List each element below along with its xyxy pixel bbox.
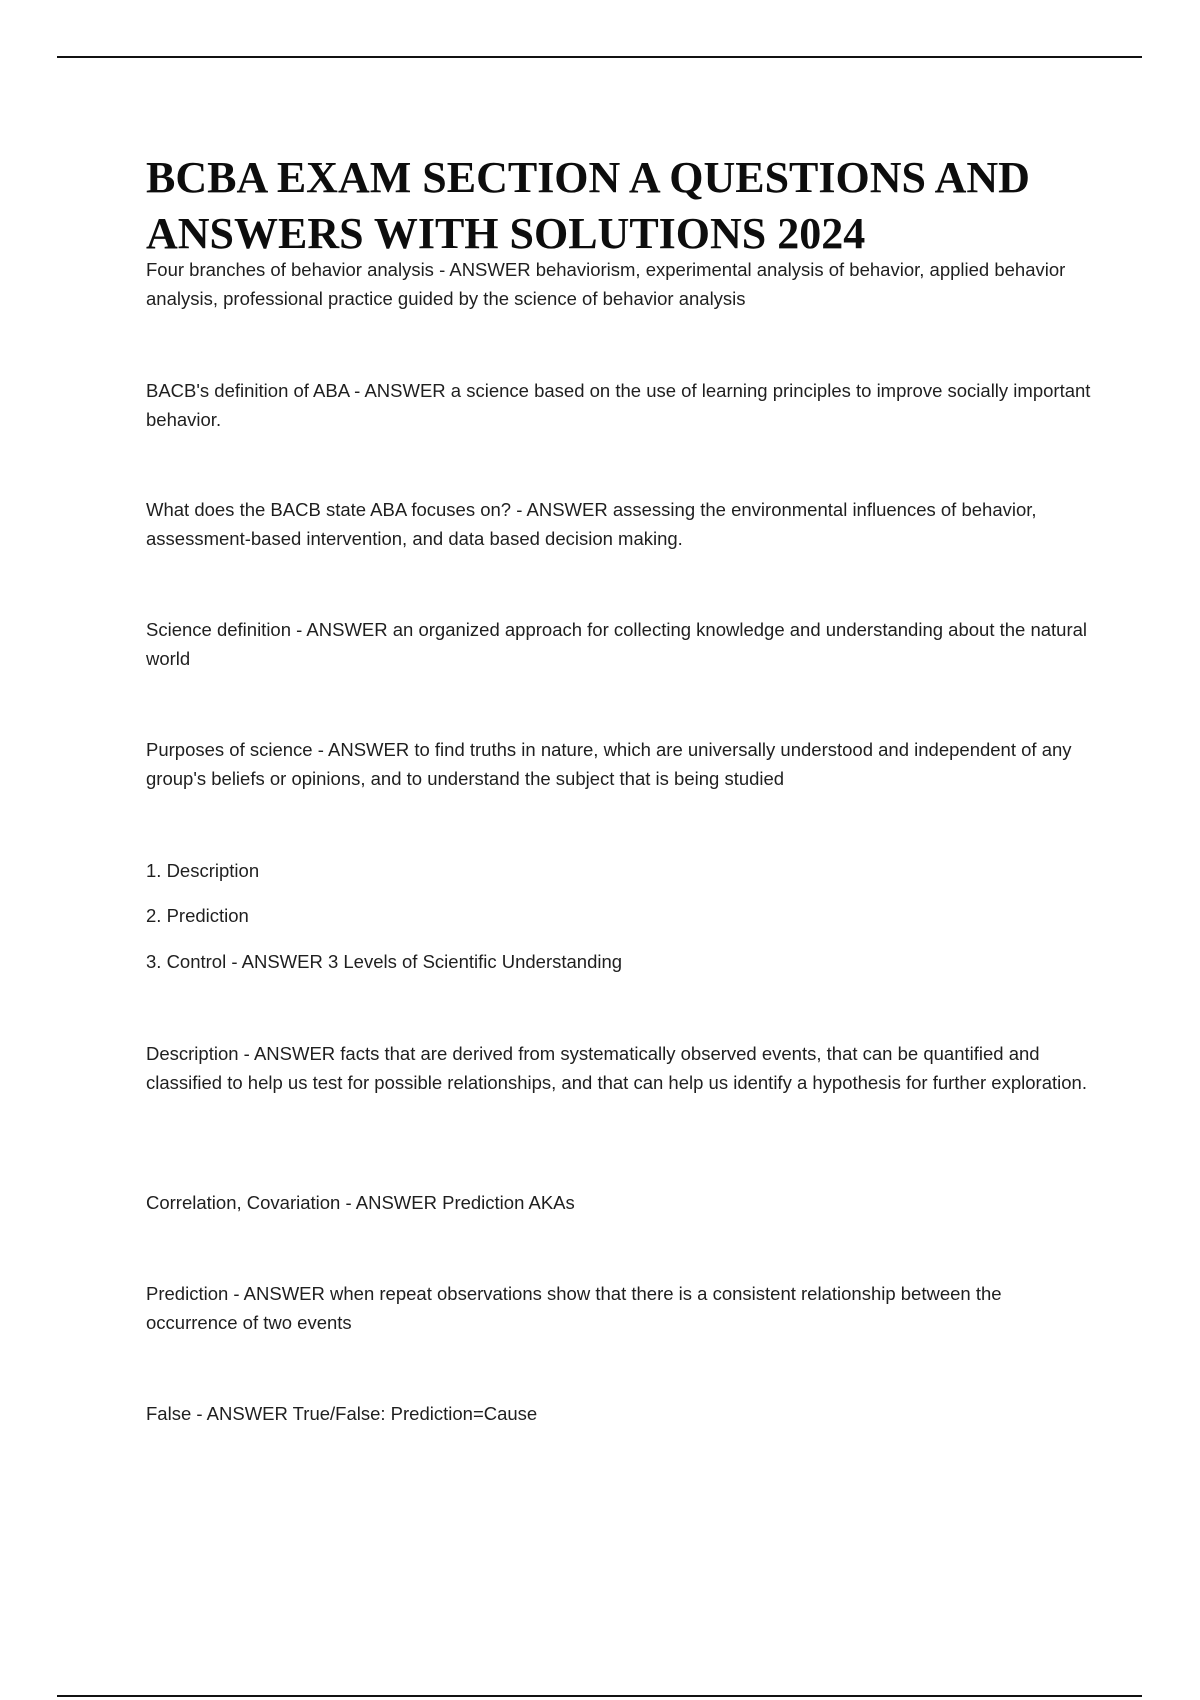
top-divider: [57, 56, 1142, 58]
qa-entry: What does the BACB state ABA focuses on? - ANSWER assessing the environmental influences of behavior, assessment-based intervention, and data based decision making.: [146, 499, 1037, 549]
qa-entry: Purposes of science - ANSWER to find truths in nature, which are universally understood and independent of any group's beliefs or opinions, and to understand the subject that is being studied: [146, 739, 1072, 789]
list-item: 3. Control - ANSWER 3 Levels of Scientific Understanding: [146, 951, 623, 972]
page-title: BCBA EXAM SECTION A QUESTIONS AND ANSWERS WITH SOLUTIONS 2024: [146, 153, 1030, 258]
qa-entry: False - ANSWER True/False: Prediction=Cause: [146, 1403, 538, 1424]
qa-entry: BACB's definition of ABA - ANSWER a science based on the use of learning principles to improve socially important behavior.: [146, 380, 1091, 430]
qa-entry: Correlation, Covariation - ANSWER Prediction AKAs: [146, 1192, 575, 1213]
list-item: 1. Description: [146, 860, 260, 881]
qa-entry: Description - ANSWER facts that are derived from systematically observed events, that can be quantified and classified to help us test for possible relationships, and that can help us identify a hypothesis for further exploration.: [146, 1043, 1087, 1093]
list-item: 2. Prediction: [146, 905, 249, 926]
qa-entry: Science definition - ANSWER an organized approach for collecting knowledge and understanding about the natural world: [146, 619, 1088, 669]
qa-entry: Prediction - ANSWER when repeat observations show that there is a consistent relationship between the occurrence of two events: [146, 1283, 1002, 1333]
bottom-divider: [57, 1695, 1142, 1697]
qa-entry: Four branches of behavior analysis - ANSWER behaviorism, experimental analysis of behavior, applied behavior analysis, professional practice guided by the science of behavior analysis: [146, 259, 1066, 309]
